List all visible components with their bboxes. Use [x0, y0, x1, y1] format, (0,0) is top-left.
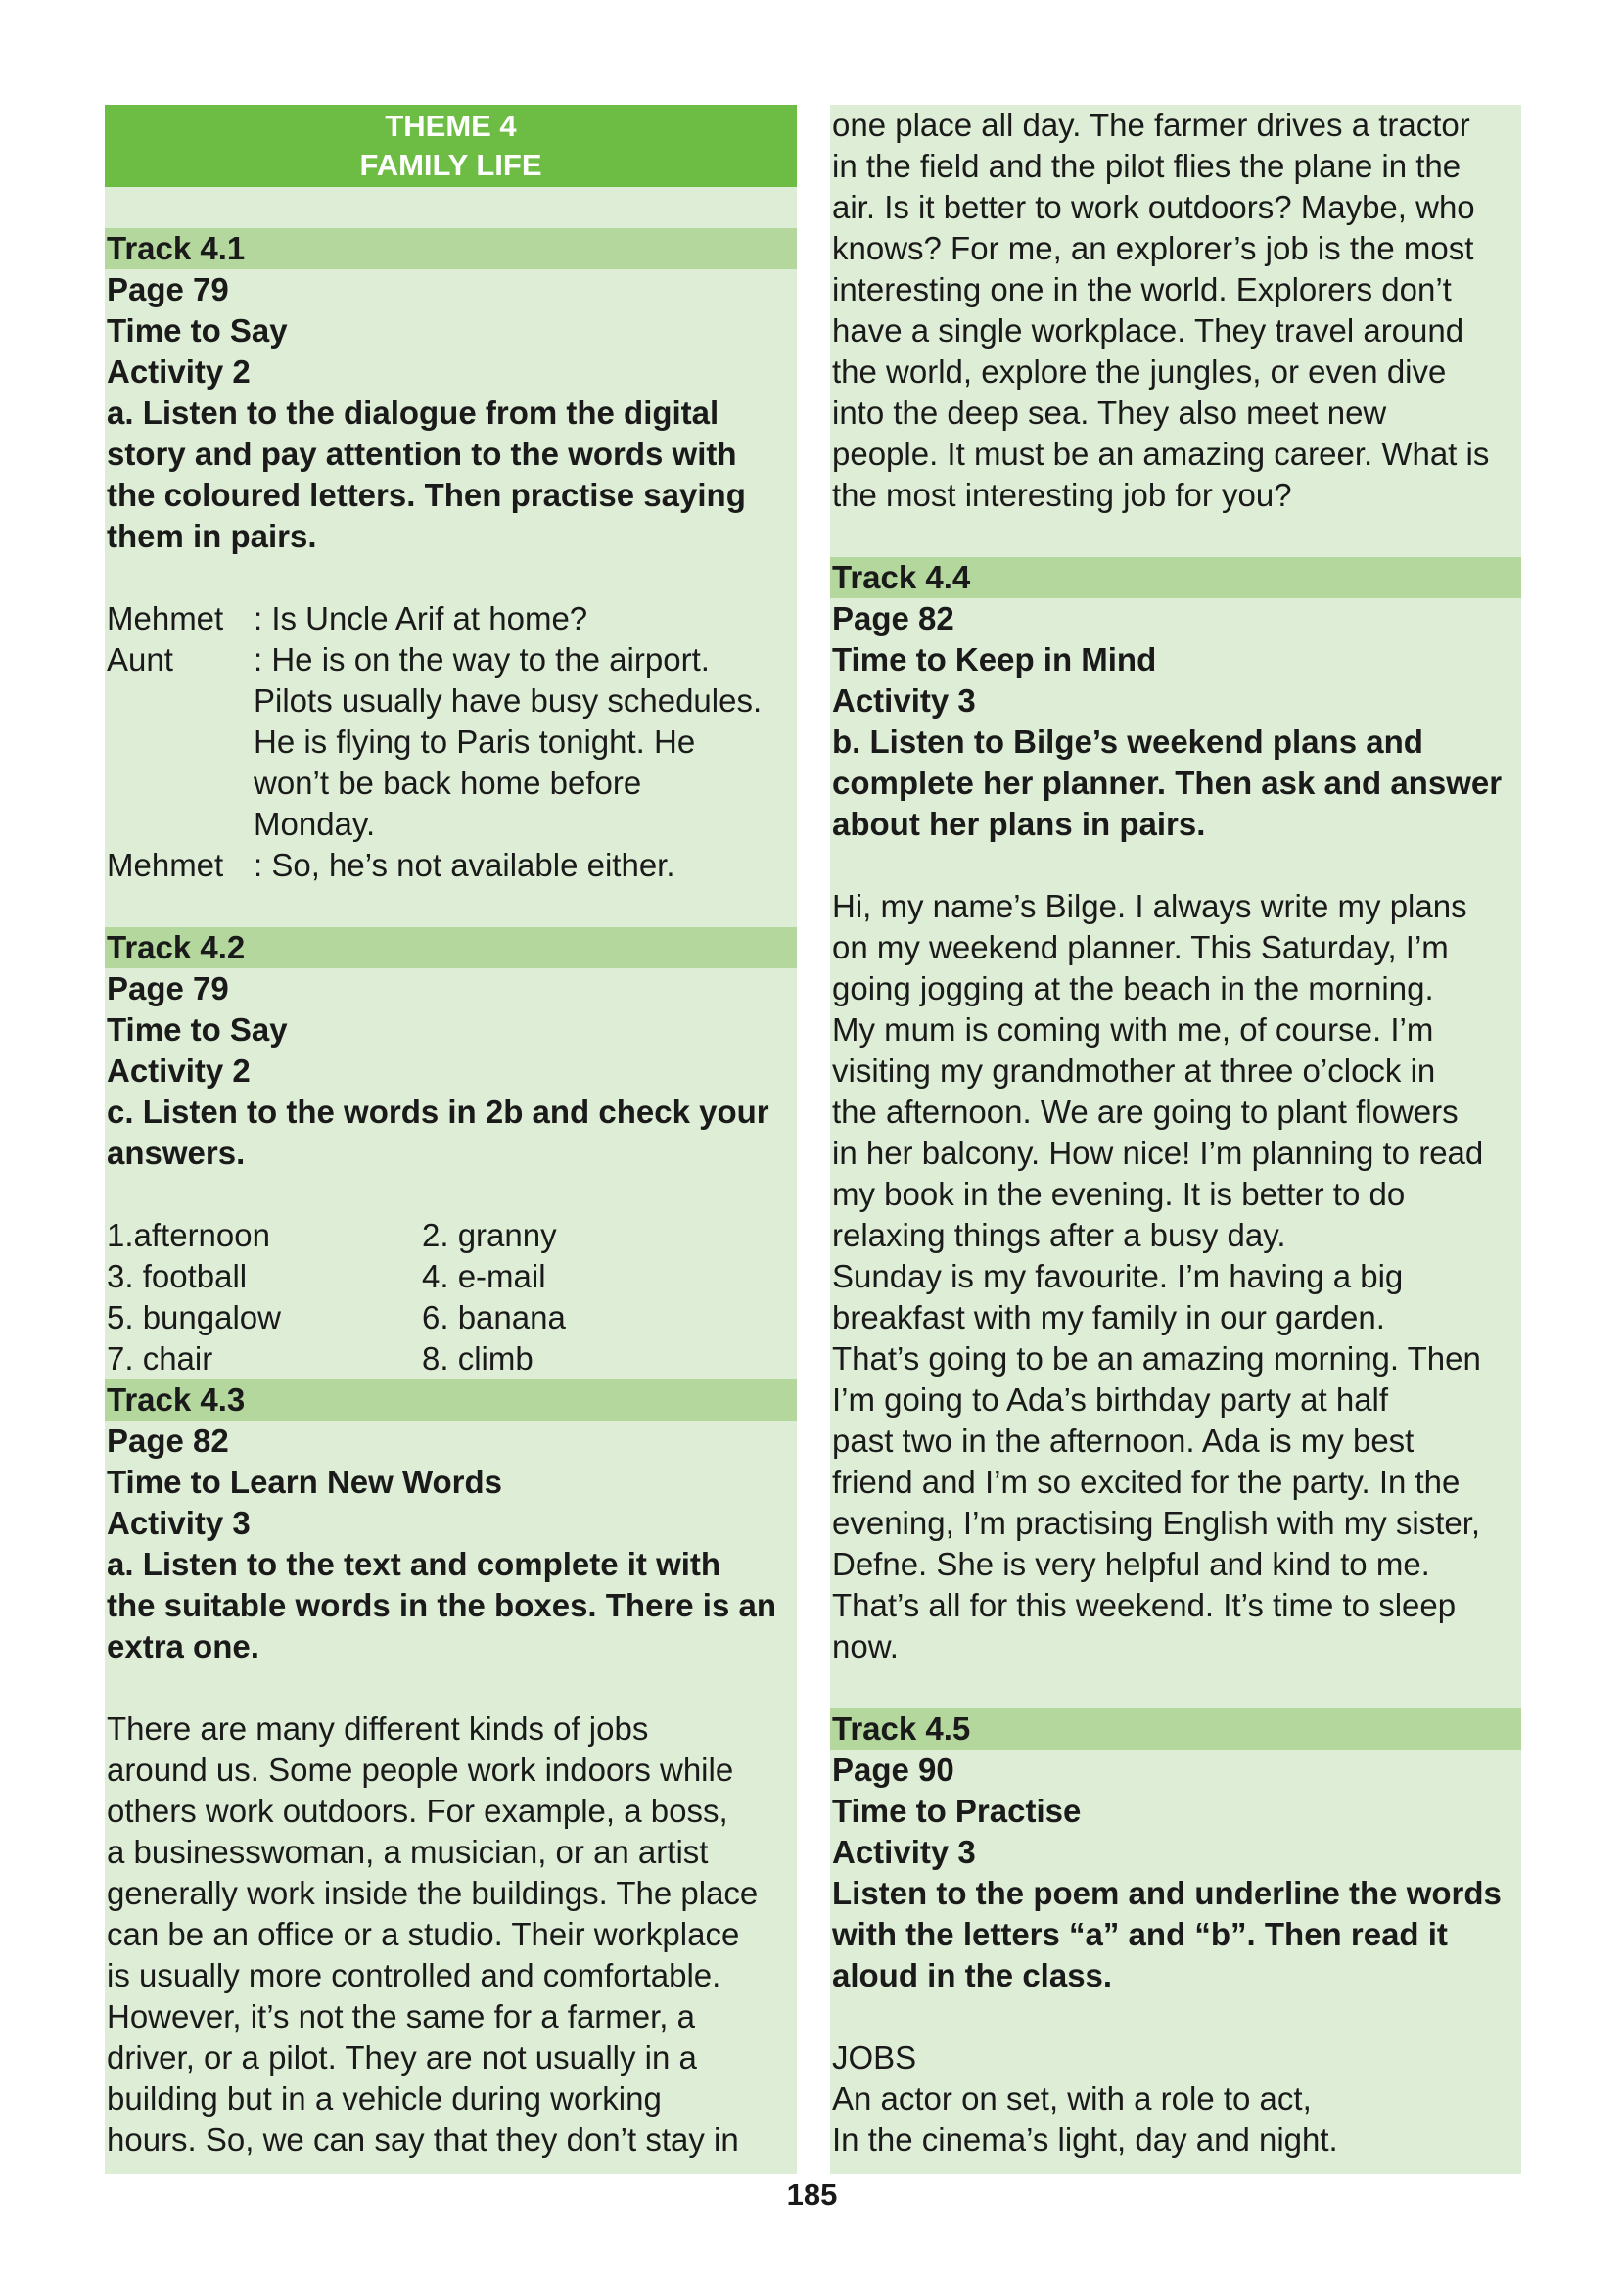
speaker-name: Mehmet	[107, 847, 224, 883]
instruction-line: with the letters “a” and “b”. Then read it	[832, 1916, 1448, 1952]
section-title: Time to Keep in Mind	[832, 641, 1157, 678]
text-line: in her balcony. How nice! I’m planning to read	[832, 1135, 1484, 1171]
poem-line: An actor on set, with a role to act,	[832, 2081, 1312, 2117]
text-line: evening, I’m practising English with my sister,	[832, 1505, 1481, 1541]
instruction-line: a. Listen to the dialogue from the digital	[107, 395, 719, 431]
dialogue-line	[105, 639, 797, 680]
section-title: Time to Practise	[832, 1793, 1082, 1829]
instruction-line: the coloured letters. Then practise saying	[107, 477, 746, 513]
activity-label: Activity 2	[107, 353, 251, 390]
word-item: 6. banana	[422, 1299, 566, 1335]
text-line: hours. So, we can say that they don’t stay in	[107, 2122, 739, 2158]
page-number: 185	[786, 2177, 838, 2212]
dialogue-text: : So, he’s not available either.	[254, 847, 675, 883]
text-line: can be an office or a studio. Their workplace	[107, 1916, 740, 1952]
instruction-line: Listen to the poem and underline the words	[832, 1875, 1502, 1911]
track-heading: Track 4.1	[105, 228, 797, 269]
text-line: knows? For me, an explorer’s job is the most	[832, 230, 1474, 266]
page-ref: Page 79	[107, 970, 229, 1006]
dialogue-line	[105, 845, 797, 886]
instruction-line: answers.	[107, 1135, 246, 1171]
word-item: 4. e-mail	[422, 1258, 546, 1294]
text-line: friend and I’m so excited for the party. In the	[832, 1464, 1461, 1500]
word-item: 5. bungalow	[107, 1299, 281, 1335]
text-line: on my weekend planner. This Saturday, I’m	[832, 929, 1449, 965]
poem-title: JOBS	[832, 2039, 917, 2076]
section-title: Time to Say	[107, 312, 288, 349]
instruction-line: complete her planner. Then ask and answer	[832, 765, 1503, 801]
section-title: Time to Say	[107, 1011, 288, 1048]
theme-header	[105, 105, 797, 187]
track-4-4-section	[830, 557, 1521, 1667]
text-line: now.	[832, 1628, 899, 1664]
activity-label: Activity 3	[832, 682, 976, 719]
dialogue-line	[105, 598, 797, 639]
activity-label: Activity 3	[107, 1505, 251, 1541]
activity-label: Activity 3	[832, 1834, 976, 1870]
text-line: one place all day. The farmer drives a tractor	[832, 107, 1470, 143]
text-line: Sunday is my favourite. I’m having a big	[832, 1258, 1404, 1294]
theme-title: FAMILY LIFE	[359, 148, 542, 182]
text-line: others work outdoors. For example, a boss,	[107, 1793, 728, 1829]
track-heading: Track 4.3	[105, 1379, 797, 1421]
text-line: breakfast with my family in our garden.	[832, 1299, 1385, 1335]
text-line: around us. Some people work indoors while	[107, 1752, 734, 1788]
dialogue-text: Pilots usually have busy schedules.	[254, 682, 763, 719]
text-line: past two in the afternoon. Ada is my best	[832, 1423, 1415, 1459]
theme-label: THEME 4	[385, 109, 517, 143]
page-ref: Page 82	[107, 1423, 229, 1459]
text-line: interesting one in the world. Explorers don’t	[832, 271, 1452, 307]
dialogue-text: Monday.	[254, 806, 376, 842]
dialogue-text: He is flying to Paris tonight. He	[254, 724, 696, 760]
text-line: Hi, my name’s Bilge. I always write my plans	[832, 888, 1467, 924]
word-row	[105, 1256, 797, 1297]
word-row	[105, 1338, 797, 1379]
text-line: a businesswoman, a musician, or an artist	[107, 1834, 709, 1870]
text-line: Defne. She is very helpful and kind to me.	[832, 1546, 1430, 1582]
word-item: 1.afternoon	[107, 1217, 270, 1253]
track-4-3-section	[105, 1379, 797, 2161]
page-ref: Page 82	[832, 600, 954, 636]
text-line: generally work inside the buildings. The place	[107, 1875, 759, 1911]
instruction-line: extra one.	[107, 1628, 259, 1664]
dialogue-text: : He is on the way to the airport.	[254, 641, 710, 678]
text-line: have a single workplace. They travel around	[832, 312, 1464, 349]
speaker-name: Mehmet	[107, 600, 224, 636]
track-4-2-section	[105, 927, 797, 1379]
dialogue-text: : Is Uncle Arif at home?	[254, 600, 588, 636]
instruction-line: b. Listen to Bilge’s weekend plans and	[832, 724, 1423, 760]
instruction-line: aloud in the class.	[832, 1957, 1113, 1993]
left-column	[105, 105, 797, 2174]
right-column	[830, 105, 1521, 2174]
text-line: is usually more controlled and comfortable.	[107, 1957, 721, 1993]
text-line: building but in a vehicle during working	[107, 2081, 662, 2117]
poem-line: In the cinema’s light, day and night.	[832, 2122, 1338, 2158]
text-line: air. Is it better to work outdoors? Maybe, who	[832, 189, 1475, 225]
text-line: people. It must be an amazing career. What is	[832, 436, 1490, 472]
text-line: the most interesting job for you?	[832, 477, 1292, 513]
track-4-3-continued	[830, 105, 1521, 516]
text-line: That’s going to be an amazing morning. Then	[832, 1340, 1481, 1377]
word-item: 8. climb	[422, 1340, 534, 1377]
text-line: My mum is coming with me, of course. I’m	[832, 1011, 1434, 1048]
track-heading: Track 4.5	[830, 1708, 1521, 1750]
text-line: visiting my grandmother at three o’clock in	[832, 1052, 1436, 1089]
instruction-line: a. Listen to the text and complete it with	[107, 1546, 721, 1582]
text-line: I’m going to Ada’s birthday party at half	[832, 1381, 1389, 1418]
page-ref: Page 79	[107, 271, 229, 307]
text-line: in the field and the pilot flies the plane in the	[832, 148, 1462, 184]
instruction-line: the suitable words in the boxes. There is an	[107, 1587, 776, 1623]
word-row	[105, 1215, 797, 1256]
instruction-line: story and pay attention to the words with	[107, 436, 737, 472]
text-line: going jogging at the beach in the morning.	[832, 970, 1434, 1006]
activity-label: Activity 2	[107, 1052, 251, 1089]
word-item: 7. chair	[107, 1340, 213, 1377]
section-title: Time to Learn New Words	[107, 1464, 503, 1500]
instruction-line: c. Listen to the words in 2b and check your	[107, 1094, 769, 1130]
text-line: However, it’s not the same for a farmer, a	[107, 1998, 695, 2034]
dialogue-text: won’t be back home before	[254, 765, 642, 801]
text-line: That’s all for this weekend. It’s time to sleep	[832, 1587, 1457, 1623]
text-line: my book in the evening. It is better to do	[832, 1176, 1406, 1212]
word-row	[105, 1297, 797, 1338]
text-line: the world, explore the jungles, or even dive	[832, 353, 1447, 390]
page-ref: Page 90	[832, 1752, 954, 1788]
track-4-5-section	[830, 1708, 1521, 2161]
text-line: relaxing things after a busy day.	[832, 1217, 1286, 1253]
track-4-1-section	[105, 228, 797, 886]
instruction-line: them in pairs.	[107, 518, 317, 554]
track-heading: Track 4.4	[830, 557, 1521, 598]
text-line: the afternoon. We are going to plant flowers	[832, 1094, 1459, 1130]
text-line: into the deep sea. They also meet new	[832, 395, 1387, 431]
word-item: 2. granny	[422, 1217, 557, 1253]
text-line: There are many different kinds of jobs	[107, 1710, 649, 1747]
text-line: driver, or a pilot. They are not usually in a	[107, 2039, 697, 2076]
instruction-line: about her plans in pairs.	[832, 806, 1206, 842]
word-item: 3. football	[107, 1258, 248, 1294]
track-heading: Track 4.2	[105, 927, 797, 968]
speaker-name: Aunt	[107, 641, 173, 678]
